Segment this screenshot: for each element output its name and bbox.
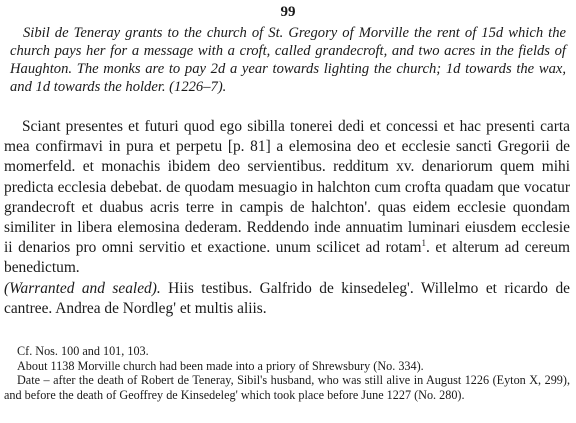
- latin-text-part-2: . et alterum ad cereum benedictum.: [4, 239, 570, 277]
- editorial-notes: [4, 344, 570, 402]
- footnote-marker: 1: [421, 238, 427, 249]
- charter-summary: Sibil de Teneray grants to the church of St. Gregory of Morville the rent of 15d which the church pays her for a message with a croft, called grandecroft, and two acres in the fields of Haughton. The monks are to pay 2d a year towards lighting the church; 1d towards the wax, and 1d towards the holder. (1226–7).: [10, 25, 566, 95]
- warranted-note: (Warranted and sealed).: [4, 279, 161, 297]
- charter-latin-text: [4, 117, 570, 319]
- page-number: 99: [280, 4, 296, 20]
- latin-text-part-3: Hiis testibus. Galfrido de kinsedeleg'. Willelmo et ricardo de cantree. Andrea de Nordleg' et multis aliis.: [4, 279, 570, 317]
- note-cross-reference: Cf. Nos. 100 and 101, 103.: [17, 344, 149, 358]
- note-priory: About 1138 Morville church had been made into a priory of Shrewsbury (No. 334).: [17, 358, 424, 373]
- note-date: Date – after the death of Robert de Teneray, Sibil's husband, who was still alive in August 1226 (Eyton X, 299), and before the death of Geoffrey de Kinsedeleg' which took place before June 1227 (No. 280).: [4, 373, 570, 402]
- latin-text-part-1: Sciant presentes et futuri quod ego sibilla tonerei dedi et concessi et hac presenti carta mea confirmavi in pura et perpetu [p. 81] a elemosina deo et ecclesie sancti Gregorii de momerfeld. et monachis ibidem deo servientibus. redditum xv. denariorum quem mihi predicta ecclesia debebat. de quodam mesuagio in halchton cum crofta quadam que vocatur grandecroft et duabus acris terre in campis de halchton'. quas eidem ecclesie quondam similiter in libera elemosina dederam. Reddendo inde annuatim luminari eiusdem ecclesie ii denarios pro omni servitio et exactione. unum scilicet ad rotam: [4, 118, 570, 257]
